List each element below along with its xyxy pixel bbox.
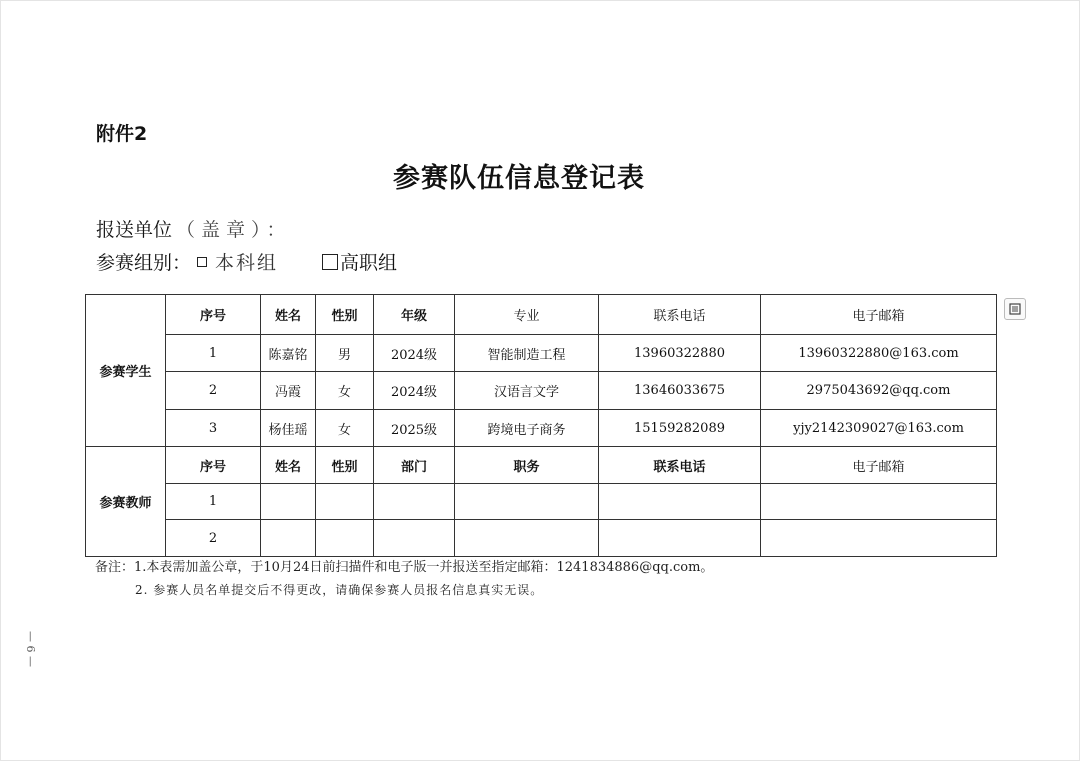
crop-frame-icon[interactable] [1004, 298, 1026, 320]
student-email: yjy2142309027@163.com [761, 410, 997, 447]
student-section-label: 参赛学生 [86, 295, 166, 447]
teacher-title-cell[interactable] [455, 520, 599, 557]
col-header: 性别 [316, 447, 374, 484]
col-header: 部门 [374, 447, 455, 484]
student-name: 陈嘉铭 [261, 335, 316, 372]
teacher-name-cell[interactable] [261, 484, 316, 520]
submit-unit-line [96, 215, 292, 242]
row-index: 2 [166, 520, 261, 557]
group-line [96, 248, 397, 275]
undergrad-option-label: 本科组 [215, 252, 279, 274]
vocational-option-label: 高职组 [340, 252, 398, 274]
teacher-dept-cell[interactable] [374, 484, 455, 520]
col-header: 电子邮箱 [761, 295, 997, 335]
row-index: 1 [166, 335, 261, 372]
table-row [86, 520, 997, 557]
student-phone: 13960322880 [599, 335, 761, 372]
col-header: 电子邮箱 [761, 447, 997, 484]
col-header: 姓名 [261, 447, 316, 484]
row-index: 3 [166, 410, 261, 447]
col-header: 联系电话 [599, 295, 761, 335]
col-header: 性别 [316, 295, 374, 335]
teacher-gender-cell[interactable] [316, 520, 374, 557]
col-header: 职务 [455, 447, 599, 484]
teacher-section-label: 参赛教师 [86, 447, 166, 557]
page-number: — 6 — [24, 631, 37, 667]
undergrad-checkbox[interactable] [197, 257, 207, 267]
col-header: 联系电话 [599, 447, 761, 484]
student-gender: 女 [316, 410, 374, 447]
student-grade: 2024级 [374, 335, 455, 372]
teacher-phone-cell[interactable] [599, 484, 761, 520]
teacher-name-cell[interactable] [261, 520, 316, 557]
group-label: 参赛组别： [96, 252, 192, 274]
teacher-phone-cell[interactable] [599, 520, 761, 557]
teacher-email-cell[interactable] [761, 520, 997, 557]
student-email: 2975043692@qq.com [761, 372, 997, 410]
notes-block [95, 557, 713, 601]
student-grade: 2024级 [374, 372, 455, 410]
student-phone: 15159282089 [599, 410, 761, 447]
table-row [86, 335, 997, 372]
teacher-gender-cell[interactable] [316, 484, 374, 520]
teacher-title-cell[interactable] [455, 484, 599, 520]
student-gender: 女 [316, 372, 374, 410]
attachment-label: 附件2 [96, 123, 148, 145]
teacher-dept-cell[interactable] [374, 520, 455, 557]
row-index: 1 [166, 484, 261, 520]
note-line-2: 2. 参赛人员名单提交后不得更改，请确保参赛人员报名信息真实无误。 [135, 583, 544, 597]
note-line-1: 备注：1.本表需加盖公章，于10月24日前扫描件和电子版一并报送至指定邮箱：1241834886@qq.com。 [95, 560, 714, 575]
page-title: 参赛队伍信息登记表 [393, 163, 645, 194]
teacher-header-row [86, 447, 997, 484]
vocational-checkbox[interactable] [322, 254, 338, 270]
row-index: 2 [166, 372, 261, 410]
student-phone: 13646033675 [599, 372, 761, 410]
registration-table [85, 294, 997, 557]
student-email: 13960322880@163.com [761, 335, 997, 372]
crop-frame-icon-glyph [1008, 302, 1022, 316]
student-grade: 2025级 [374, 410, 455, 447]
student-name: 冯霞 [261, 372, 316, 410]
col-header: 姓名 [261, 295, 316, 335]
student-gender: 男 [316, 335, 374, 372]
table-row [86, 372, 997, 410]
teacher-email-cell[interactable] [761, 484, 997, 520]
col-header: 序号 [166, 295, 261, 335]
student-major: 汉语言文学 [455, 372, 599, 410]
submit-unit-label: 报送单位 [96, 219, 173, 241]
student-name: 杨佳瑶 [261, 410, 316, 447]
col-header: 年级 [374, 295, 455, 335]
student-major: 智能制造工程 [455, 335, 599, 372]
table-row [86, 410, 997, 447]
table-row [86, 484, 997, 520]
seal-note: （盖章）： [176, 219, 292, 241]
student-header-row [86, 295, 997, 335]
student-major: 跨境电子商务 [455, 410, 599, 447]
col-header: 专业 [455, 295, 599, 335]
col-header: 序号 [166, 447, 261, 484]
